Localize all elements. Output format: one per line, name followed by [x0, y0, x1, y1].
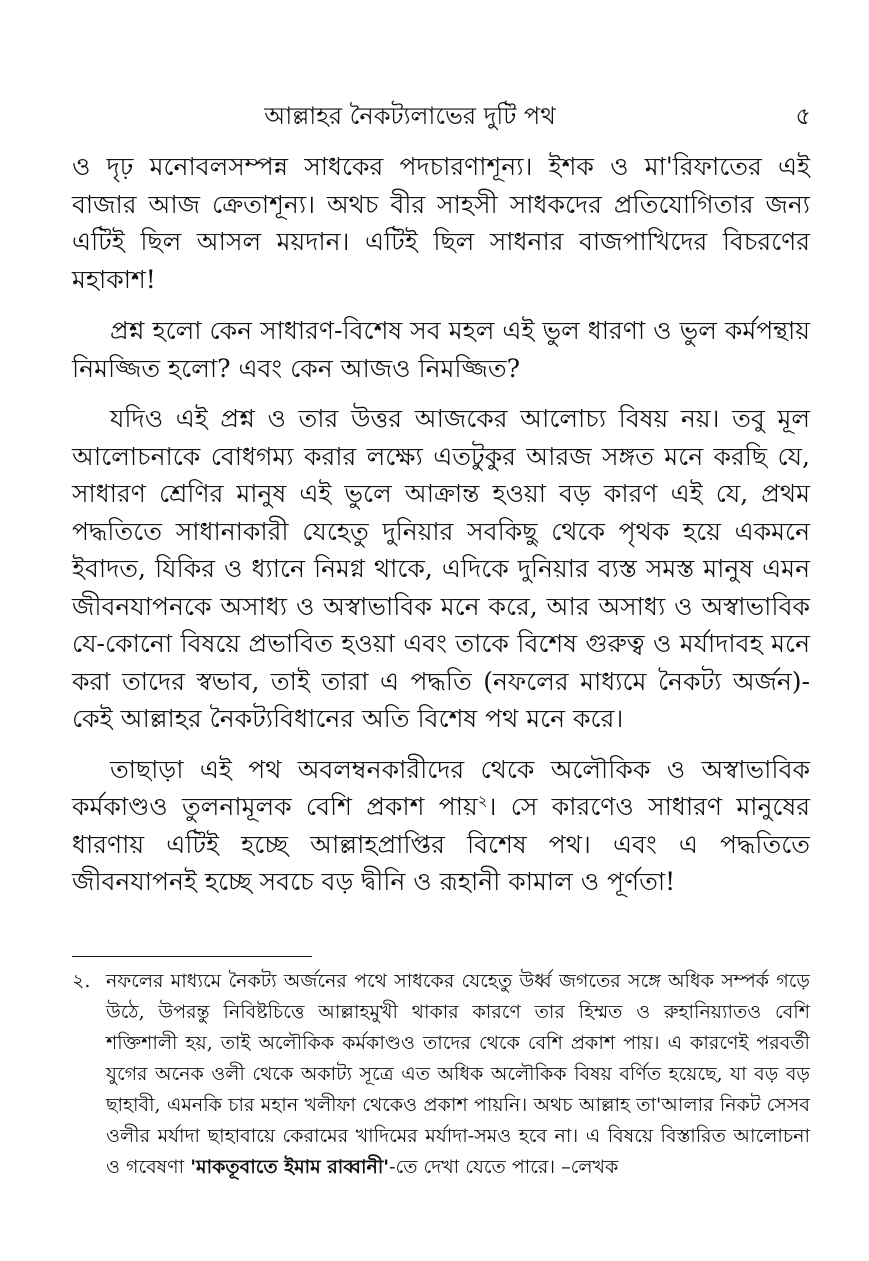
footnote	[72, 966, 810, 1183]
footnote-text-part1: নফলের মাধ্যমে নৈকট্য অর্জনের পথে সাধকের যেহেতু উর্ধ্ব জগতের সঙ্গে অধিক সম্পর্ক গড়ে উঠে, উপরন্তু নিবিষ্টচিত্তে আল্লাহমুখী থাকার কারণে তার হিম্মত ও রুহানিয়্যাতও বেশি শক্তিশালী হয়, তাই অলৌকিক কর্মকাণ্ডও তাদের থেকে বেশি প্রকাশ পায়। এ কারণেই পরবর্তী যুগের অনেক ওলী থেকে অকাট্য সূত্রে এত অধিক অলৌকিক বিষয় বর্ণিত হয়েছে, যা বড় বড় ছাহাবী, এমনকি চার মহান খলীফা থেকেও প্রকাশ পায়নি। অথচ আল্লাহ তা'আলার নিকট সেসব ওলীর মর্যাদা ছাহাবায়ে কেরামের খাদিমের মর্যাদা-সমও হবে না। এ বিষয়ে বিস্তারিত আলোচনা ও গবেষণা	[106, 970, 810, 1178]
paragraph-explanation: যদিও এই প্রশ্ন ও তার উত্তর আজকের আলোচ্য বিষয় নয়। তবু মূল আলোচনাকে বোধগম্য করার লক্ষ্যে এতটুকুর আরজ সঙ্গত মনে করছি যে, সাধারণ শ্রেণির মানুষ এই ভুলে আক্রান্ত হওয়া বড় কারণ এই যে, প্রথম পদ্ধতিতে সাধানাকারী যেহেতু দুনিয়ার সবকিছু থেকে পৃথক হয়ে একমনে ইবাদত, যিকির ও ধ্যানে নিমগ্ন থাকে, এদিকে দুনিয়ার ব্যস্ত সমস্ত মানুষ এমন জীবনযাপনকে অসাধ্য ও অস্বাভাবিক মনে করে, আর অসাধ্য ও অস্বাভাবিক যে-কোনো বিষয়ে প্রভাবিত হওয়া এবং তাকে বিশেষ গুরুত্ব ও মর্যাদাবহ মনে করা তাদের স্বভাব, তাই তারা এ পদ্ধতি (নফলের মাধ্যমে নৈকট্য অর্জন)-কেই আল্লাহর নৈকট্যবিধানের অতি বিশেষ পথ মনে করে।	[72, 404, 810, 733]
footnote-reference: ২	[477, 791, 488, 810]
footnote-divider	[72, 956, 312, 957]
footnote-marker: ২.	[72, 970, 91, 992]
page-number: ৫	[795, 102, 811, 130]
paragraph-question: প্রশ্ন হলো কেন সাধারণ-বিশেষ সব মহল এই ভুল ধারণা ও ভুল কর্মপন্থায় নিমজ্জিত হলো? এবং কেন আজও নিমজ্জিত?	[72, 316, 810, 383]
paragraph-conclusion	[72, 751, 810, 901]
footnote-text-part2: -তে দেখা যেতে পারে। –লেখক	[389, 1156, 619, 1178]
running-header	[0, 96, 869, 136]
footnote-book-title: 'মাকতূবাতে ইমাম রাব্বানী'	[190, 1156, 390, 1178]
footnote-body	[106, 966, 810, 1183]
running-title: আল্লাহর নৈকট্যলাভের দুটি পথ	[264, 102, 556, 130]
paragraph-conclusion-part2: । সে কারণেও সাধারণ মানুষের ধারণায় এটিই হচ্ছে আল্লাহপ্রাপ্তির বিশেষ পথ। এবং এ পদ্ধতিতে জীবনযাপনই হচ্ছে সবচে বড় দ্বীনি ও রূহানী কামাল ও পূর্ণতা!	[72, 792, 810, 896]
paragraph-continued: ও দৃঢ় মনোবলসম্পন্ন সাধকের পদচারণাশূন্য। ইশক ও মা'রিফাতের এই বাজার আজ ক্রেতাশূন্য। অথচ বীর সাহসী সাধকদের প্রতিযোগিতার জন্য এটিই ছিল আসল ময়দান। এটিই ছিল সাধনার বাজপাখিদের বিচরণের মহাকাশ!	[72, 152, 810, 294]
main-text	[72, 148, 810, 914]
paragraph-conclusion-part1: তাছাড়া এই পথ অবলম্বনকারীদের থেকে অলৌকিক ও অস্বাভাবিক কর্মকাণ্ডও তুলনামূলক বেশি প্রকাশ পায়	[72, 754, 810, 821]
